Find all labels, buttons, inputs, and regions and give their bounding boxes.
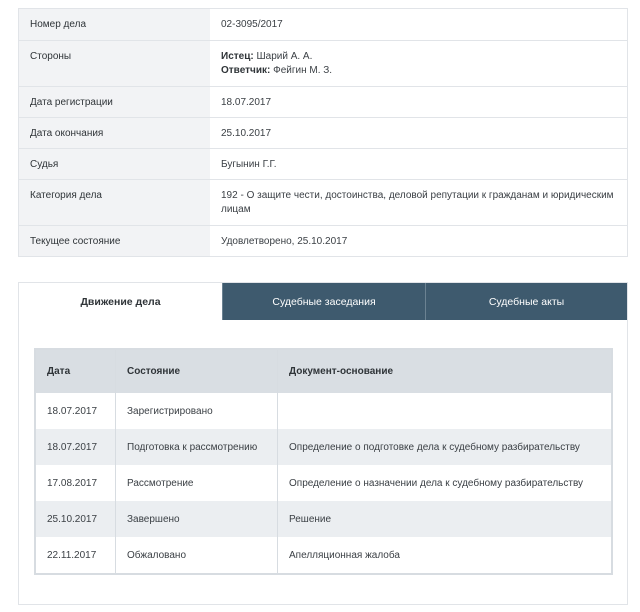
table-row xyxy=(36,537,611,573)
cell-document: Определение о назначении дела к судебному разбирательству xyxy=(277,465,611,501)
tab-bar xyxy=(19,283,627,320)
cell-date: 22.11.2017 xyxy=(47,549,97,561)
tab-court-acts[interactable]: Судебные акты xyxy=(425,283,627,320)
case-movement-table xyxy=(34,348,613,575)
category-label: Категория дела xyxy=(19,180,210,225)
cell-status: Зарегистрировано xyxy=(115,393,277,429)
end-date-label: Дата окончания xyxy=(19,118,210,148)
cell-date: 18.07.2017 xyxy=(47,405,98,417)
category-value: 192 - О защите чести, достоинства, деловой репутации к гражданам и юридическим лицам xyxy=(221,190,614,215)
plaintiff-label: Истец: xyxy=(221,51,254,62)
cell-date: 17.08.2017 xyxy=(47,477,98,489)
tab-case-movement[interactable]: Движение дела xyxy=(19,283,222,320)
case-number-value: 02-3095/2017 xyxy=(221,19,283,30)
parties-row xyxy=(19,40,627,86)
cell-document: Решение xyxy=(277,501,611,537)
case-number-label: Номер дела xyxy=(19,9,210,40)
end-date-row xyxy=(19,117,627,148)
cell-document: Определение о подготовке дела к судебному разбирательству xyxy=(277,429,611,465)
cell-document: Апелляционная жалоба xyxy=(277,537,611,573)
current-status-row xyxy=(19,225,627,256)
cell-status: Рассмотрение xyxy=(115,465,277,501)
judge-value: Бугынин Г.Г. xyxy=(221,159,277,170)
current-status-label: Текущее состояние xyxy=(19,226,210,256)
defendant-name: Фейгин М. З. xyxy=(270,65,333,76)
table-row xyxy=(36,501,611,537)
case-info-table xyxy=(18,8,628,257)
column-header-date: Дата xyxy=(47,366,71,377)
parties-label: Стороны xyxy=(19,41,210,86)
cell-status: Обжаловано xyxy=(115,537,277,573)
table-row xyxy=(36,465,611,501)
table-row xyxy=(36,393,611,429)
judge-label: Судья xyxy=(19,149,210,179)
registration-date-value: 18.07.2017 xyxy=(221,97,272,108)
cell-status: Завершено xyxy=(115,501,277,537)
defendant-label: Ответчик: xyxy=(221,65,271,76)
cell-document xyxy=(277,393,611,429)
table-row xyxy=(36,429,611,465)
tab-court-sessions[interactable]: Судебные заседания xyxy=(222,283,425,320)
column-header-document: Документ-основание xyxy=(277,350,611,393)
table-header xyxy=(36,350,611,393)
plaintiff-name: Шарий А. А. xyxy=(253,51,313,62)
cell-status: Подготовка к рассмотрению xyxy=(115,429,277,465)
parties-value xyxy=(210,41,627,86)
case-tabs-panel xyxy=(18,282,628,605)
cell-date: 18.07.2017 xyxy=(47,441,98,453)
cell-date: 25.10.2017 xyxy=(47,513,98,525)
category-row xyxy=(19,179,627,225)
column-header-status: Состояние xyxy=(115,350,277,393)
current-status-value: Удовлетворено, 25.10.2017 xyxy=(221,236,348,247)
case-number-row xyxy=(19,9,627,40)
registration-date-label: Дата регистрации xyxy=(19,87,210,117)
end-date-value: 25.10.2017 xyxy=(221,128,272,139)
registration-date-row xyxy=(19,86,627,117)
judge-row xyxy=(19,148,627,179)
